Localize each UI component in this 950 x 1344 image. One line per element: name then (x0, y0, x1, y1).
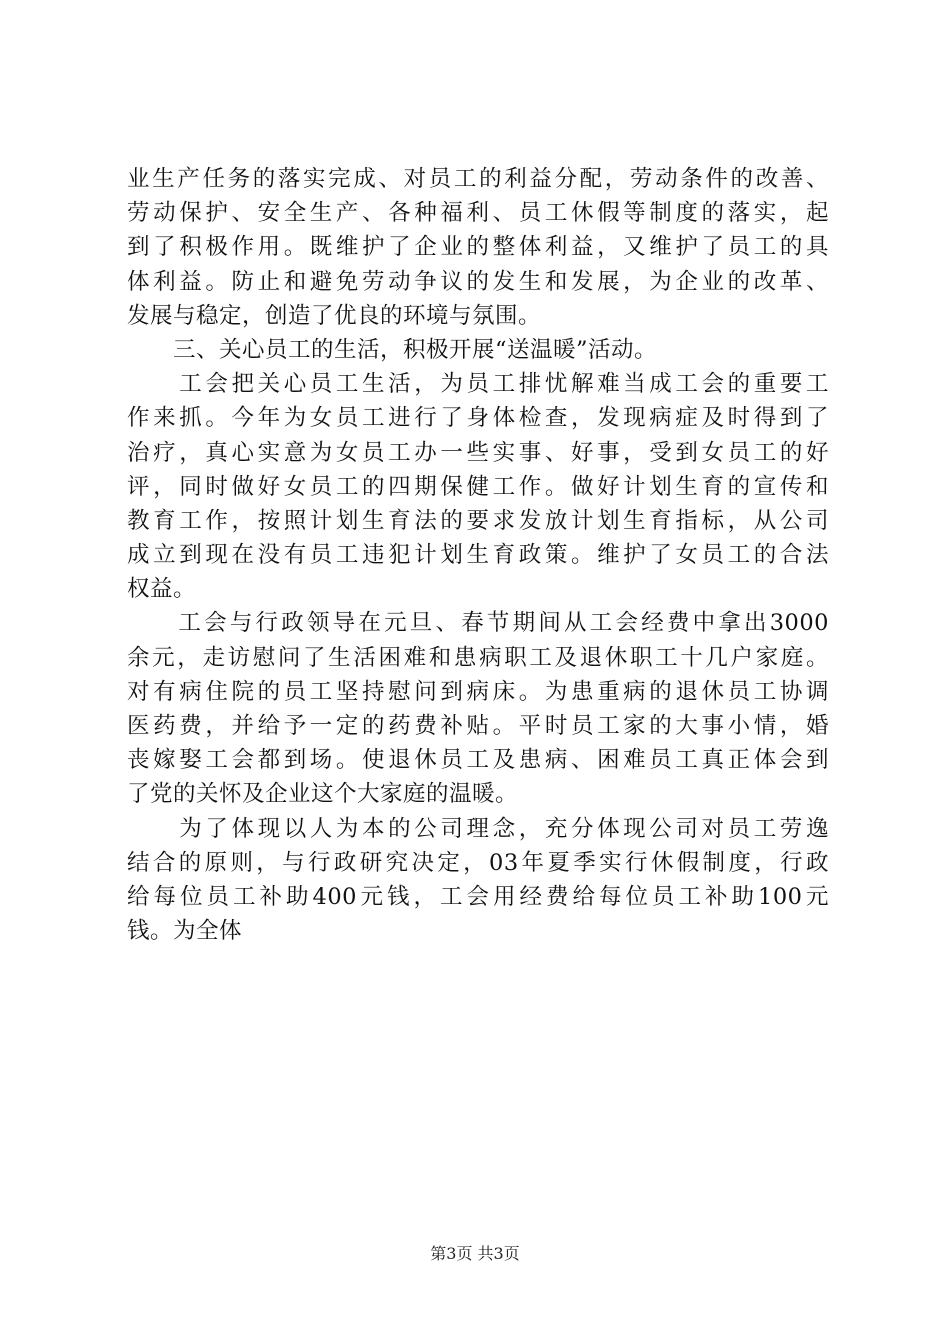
text-line: 余元，走访慰问了生活困难和患病职工及退休职工十几户家庭。 (127, 644, 829, 671)
text-line: 业生产任务的落实完成、对员工的利益分配，劳动条件的改善、 (127, 166, 829, 192)
text-line: 结合的原则，与行政研究决定，03年夏季实行休假制度，行政 (127, 849, 829, 876)
text-line: 评，同时做好女员工的四期保健工作。做好计划生育的宣传和 (127, 473, 829, 500)
text-line: 丧嫁娶工会都到场。使退休员工及患病、困难员工真正体会到 (127, 747, 829, 774)
text-line: 治疗，真心实意为女员工办一些实事、好事，受到女员工的好 (127, 439, 829, 466)
text-line: 钱。为全体 (127, 918, 243, 945)
text-line: 给每位员工补助400元钱，工会用经费给每位员工补助100元 (127, 883, 829, 910)
text-line: 体利益。防止和避免劳动争议的发生和发展，为企业的改革、 (127, 268, 829, 295)
page-footer: 第3页 共3页 (430, 1244, 520, 1263)
text-line: 工会与行政领导在元旦、春节期间从工会经费中拿出3000 (127, 610, 829, 637)
text-line: 权益。 (127, 576, 197, 603)
text-line: 到了积极作用。既维护了企业的整体利益，又维护了员工的具 (127, 234, 829, 261)
text-line: 医药费，并给予一定的药费补贴。平时员工家的大事小情，婚 (127, 713, 829, 739)
text-line: 了党的关怀及企业这个大家庭的温暖。 (127, 781, 519, 808)
text-line: 作来抓。今年为女员工进行了身体检查，发现病症及时得到了 (127, 405, 829, 432)
text-line: 三、关心员工的生活，积极开展“送温暖”活动。 (127, 336, 658, 363)
document-body (127, 162, 829, 948)
text-line: 教育工作，按照计划生育法的要求发放计划生育指标，从公司 (127, 507, 829, 534)
text-line: 劳动保护、安全生产、各种福利、员工休假等制度的落实，起 (127, 200, 829, 227)
text-line: 发展与稳定，创造了优良的环境与氛围。 (127, 302, 542, 329)
text-line: 对有病住院的员工坚持慰问到病床。为患重病的退休员工协调 (127, 678, 829, 705)
text-line: 为了体现以人为本的公司理念，充分体现公司对员工劳逸 (127, 815, 829, 842)
text-line: 成立到现在没有员工违犯计划生育政策。维护了女员工的合法 (127, 542, 829, 569)
text-line: 工会把关心员工生活，为员工排忧解难当成工会的重要工 (127, 371, 829, 398)
